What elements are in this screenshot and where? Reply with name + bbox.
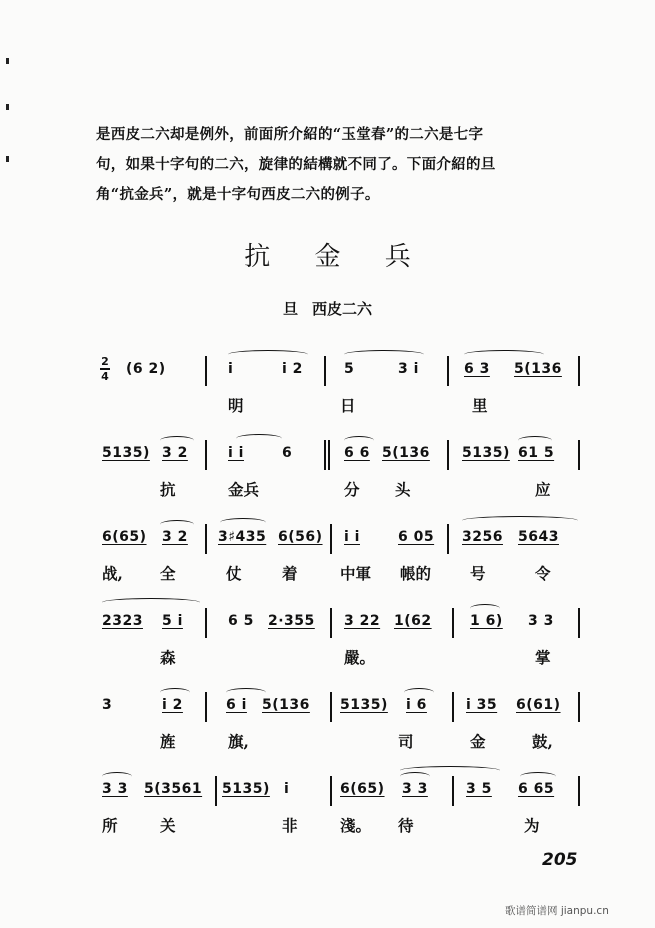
lyric: 着 [282,564,298,583]
lyric: 中軍 [340,564,372,583]
note-group: 2323 [102,613,143,629]
note-group: 3 3 [102,781,128,797]
slur [520,772,556,781]
note-group: 6 [282,445,293,461]
lyric: 应 [535,480,551,499]
note-group: 1 6) [470,613,503,629]
lyric: 鼓, [532,732,553,751]
bar-line [330,524,332,554]
slur [464,350,544,359]
note-group: 5 [344,361,355,377]
note-group: 5(136 [514,361,562,377]
page-number: 205 [542,850,578,870]
paragraph-line: 句，如果十字句的二六，旋律的結構就不同了。下面介紹的旦 [96,156,496,173]
intro-paragraph [96,120,606,210]
note-group: 3 22 [344,613,381,629]
note-group: i 2 [162,697,183,713]
lyric: 旌 [160,732,176,751]
lyric: 全 [160,564,176,583]
role-label: 旦 [282,300,298,318]
slur [102,598,200,607]
score-row [0,688,655,768]
score-row [0,520,655,600]
note-group: 5(136 [262,697,310,713]
lyric: 司 [398,732,414,751]
lyric: 待 [398,816,414,835]
bar-line [205,440,207,470]
note-group: 61 5 [518,445,555,461]
note-group: 6(61) [516,697,561,713]
slur [160,436,194,445]
slur [236,434,282,443]
time-signature: 2 4 [101,355,109,383]
slur [344,350,424,359]
margin-mark [6,156,9,162]
lyric: 帳的 [400,564,432,583]
bar-line [447,440,449,470]
lyric: 仗 [226,564,242,583]
margin-mark [6,58,9,64]
note-group: i i [344,529,360,545]
note-group: 3♯435 [218,529,267,545]
lyric: 嚴。 [344,648,376,667]
bar-line [452,608,454,638]
note-group: 5135) [102,445,150,461]
note-group: 5 i [162,613,183,629]
bar-line [205,692,207,722]
note-group: 3 3 [402,781,428,797]
note-group: 3 5 [466,781,492,797]
slur [228,350,308,359]
lyric: 旗, [228,732,249,751]
note-group: 6 i [226,697,247,713]
watermark-text: 歌谱简谱网 jianpu.cn [505,905,609,917]
lyric: 头 [395,480,411,499]
bar-line [205,608,207,638]
slur [404,688,434,697]
note-group: 5(3561 [144,781,203,797]
bar-line [324,440,326,470]
lyric: 抗 [160,480,176,499]
note-group: i [228,361,234,377]
note-group: 6 05 [398,529,435,545]
note-group: 6 6 [344,445,370,461]
bar-line [215,776,217,806]
lyric: 非 [282,816,298,835]
lyric: 里 [472,396,488,415]
bar-line [330,608,332,638]
score-row [0,352,655,432]
bar-line [578,356,580,386]
lyric: 明 [228,396,244,415]
note-group: 1(62 [394,613,432,629]
note-group: 3 3 [528,613,554,629]
paragraph-line: 角“抗金兵”，就是十字句西皮二六的例子。 [96,186,380,203]
slur [344,436,374,445]
bar-line [205,524,207,554]
note-group: 6 3 [464,361,490,377]
note-group: 6(65) [102,529,147,545]
lyric: 分 [344,480,360,499]
slur [462,516,578,525]
bar-line [452,692,454,722]
lyric: 为 [524,816,540,835]
mode-label: 西皮二六 [312,300,373,318]
note-group: 3 i [398,361,419,377]
slur [160,688,190,697]
score-row [0,772,655,852]
slur [226,688,266,697]
slur [102,772,132,781]
note-group: i 2 [282,361,303,377]
paragraph-line: 是西皮二六却是例外，前面所介紹的“玉堂春”的二六是七字 [96,126,484,143]
note-group: 5135) [340,697,388,713]
bar-line [447,524,449,554]
note-group: i i [228,445,244,461]
note-group: (6 2) [126,361,166,377]
score-row [0,604,655,684]
bar-line [452,776,454,806]
bar-line [578,440,580,470]
song-title: 抗 金 兵 [244,242,429,272]
bar-line [578,608,580,638]
note-group: 3256 [462,529,503,545]
note-group: 5135) [222,781,270,797]
lyric: 掌 [535,648,551,667]
note-group: i [284,781,290,797]
slur [160,520,194,529]
lyric: 森 [160,648,176,667]
bar-line [578,776,580,806]
lyric: 日 [340,396,356,415]
bar-line [447,356,449,386]
bar-line [578,692,580,722]
slur [470,604,500,613]
lyric: 淺。 [340,816,372,835]
bar-line [324,356,326,386]
note-group: 5135) [462,445,510,461]
lyric: 战, [102,564,123,583]
note-group: 6(56) [278,529,323,545]
bar-line [330,776,332,806]
lyric: 金兵 [228,480,260,499]
lyric: 号 [470,564,486,583]
slur [518,436,552,445]
note-group: 6 5 [228,613,254,629]
slur [400,766,500,775]
score-row [0,436,655,516]
margin-mark [6,104,9,110]
lyric: 关 [160,816,176,835]
bar-line [330,692,332,722]
lyric: 金 [470,732,486,751]
note-group: 3 2 [162,529,188,545]
note-group: i 35 [466,697,498,713]
bar-line [205,356,207,386]
note-group: 2·355 [268,613,315,629]
note-group: 3 [102,697,113,713]
lyric: 所 [102,816,118,835]
song-subtitle [0,298,655,319]
note-group: 6(65) [340,781,385,797]
note-group: 3 2 [162,445,188,461]
note-group: 5643 [518,529,559,545]
note-group: i 6 [406,697,427,713]
note-group: 6 65 [518,781,555,797]
note-group: 5(136 [382,445,430,461]
lyric: 令 [535,564,551,583]
slur [220,518,266,527]
